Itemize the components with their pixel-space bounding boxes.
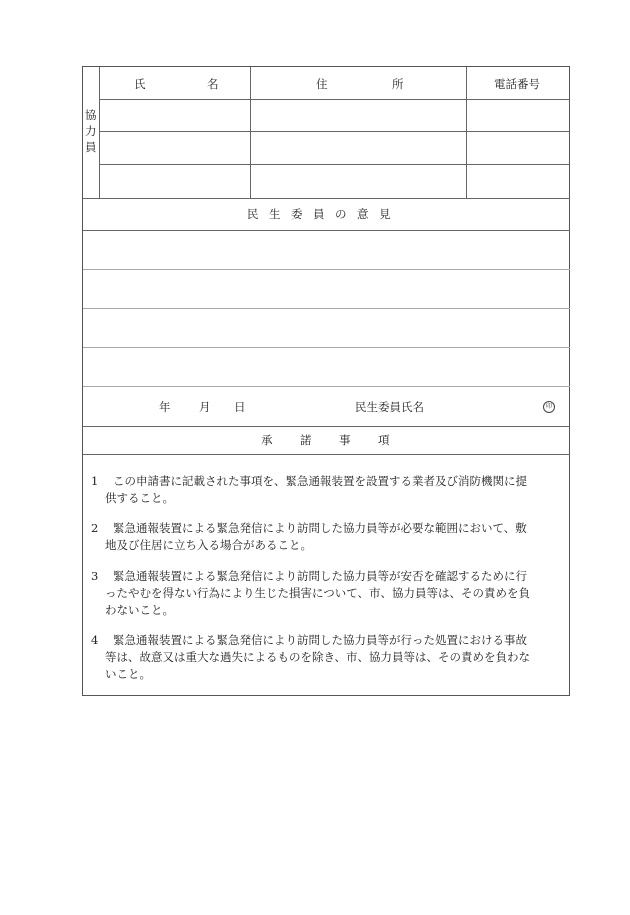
consent-item-text: 等は、故意又は重大な過失によるものを除き、市、協力員等は、その責めを負わな xyxy=(105,650,531,664)
consent-item-number: 1 xyxy=(91,474,99,488)
opinion-header-6: 意 xyxy=(357,207,369,221)
opinion-header-5: の xyxy=(335,207,347,221)
consent-item-1 xyxy=(91,473,563,507)
consent-item-number: 3 xyxy=(91,569,99,583)
consent-item-text: この申請書に記載された事項を、緊急通報装置を設置する業者及び消防機関に提 xyxy=(113,474,527,488)
date-day-label: 日 xyxy=(234,400,246,414)
seal-mark: 印 xyxy=(543,401,555,413)
consent-header-line xyxy=(83,454,570,455)
consent-item-text: 緊急通報装置による緊急発信により訪問した協力員等が行った処置における事故 xyxy=(113,633,527,647)
signature-row-bottom xyxy=(83,426,570,427)
cooperator-section-bottom xyxy=(83,198,570,199)
application-form xyxy=(82,66,570,696)
consent-item-text: 緊急通報装置による緊急発信により訪問した協力員等が必要な範囲において、敷 xyxy=(113,521,527,535)
opinion-writing-line-2 xyxy=(83,308,570,309)
header-address-2: 所 xyxy=(392,77,404,91)
cooperator-row-line-2 xyxy=(99,164,570,165)
cooperator-side-label-2: 力 xyxy=(85,124,97,138)
address-column-divider xyxy=(466,67,467,198)
opinion-writing-line-4 xyxy=(83,386,570,387)
opinion-header-4: 員 xyxy=(313,207,325,221)
opinion-header-3: 委 xyxy=(291,207,303,221)
opinion-writing-line-3 xyxy=(83,347,570,348)
consent-item-text: ったやむを得ない行為により生じた損害について、市、協力員等は、その責めを負 xyxy=(105,586,531,600)
consent-item-number: 2 xyxy=(91,521,99,535)
consent-item-2 xyxy=(91,520,563,554)
header-name-1: 氏 xyxy=(134,77,146,91)
opinion-header-2: 生 xyxy=(269,207,281,221)
consent-item-text: いこと。 xyxy=(105,667,151,681)
cooperator-side-divider xyxy=(99,67,100,198)
consent-item-text: わないこと。 xyxy=(105,603,174,617)
cooperator-row-line-1 xyxy=(99,131,570,132)
opinion-header-7: 見 xyxy=(379,207,391,221)
date-year-label: 年 xyxy=(159,400,171,414)
consent-item-3 xyxy=(91,568,563,619)
consent-header-4: 項 xyxy=(378,433,390,447)
consent-item-4 xyxy=(91,632,563,683)
opinion-writing-line-1 xyxy=(83,269,570,270)
cooperator-side-label-3: 員 xyxy=(85,140,97,154)
welfare-commissioner-name-label: 民生委員氏名 xyxy=(355,400,424,414)
header-name-2: 名 xyxy=(207,77,219,91)
cooperator-header-line xyxy=(99,99,570,100)
opinion-header-line xyxy=(83,230,570,231)
consent-item-text: 緊急通報装置による緊急発信により訪問した協力員等が安否を確認するために行 xyxy=(113,569,527,583)
consent-header-2: 諾 xyxy=(300,433,312,447)
consent-item-text: 地及び住居に立ち入る場合があること。 xyxy=(105,538,312,552)
consent-header-1: 承 xyxy=(261,433,273,447)
consent-item-number: 4 xyxy=(91,633,99,647)
name-column-divider xyxy=(250,67,251,198)
opinion-header-1: 民 xyxy=(247,207,259,221)
header-phone: 電話番号 xyxy=(494,77,540,91)
date-month-label: 月 xyxy=(199,400,211,414)
consent-header-3: 事 xyxy=(339,433,351,447)
consent-item-text: 供すること。 xyxy=(105,491,174,505)
header-address-1: 住 xyxy=(316,77,328,91)
cooperator-side-label-1: 協 xyxy=(85,108,97,122)
